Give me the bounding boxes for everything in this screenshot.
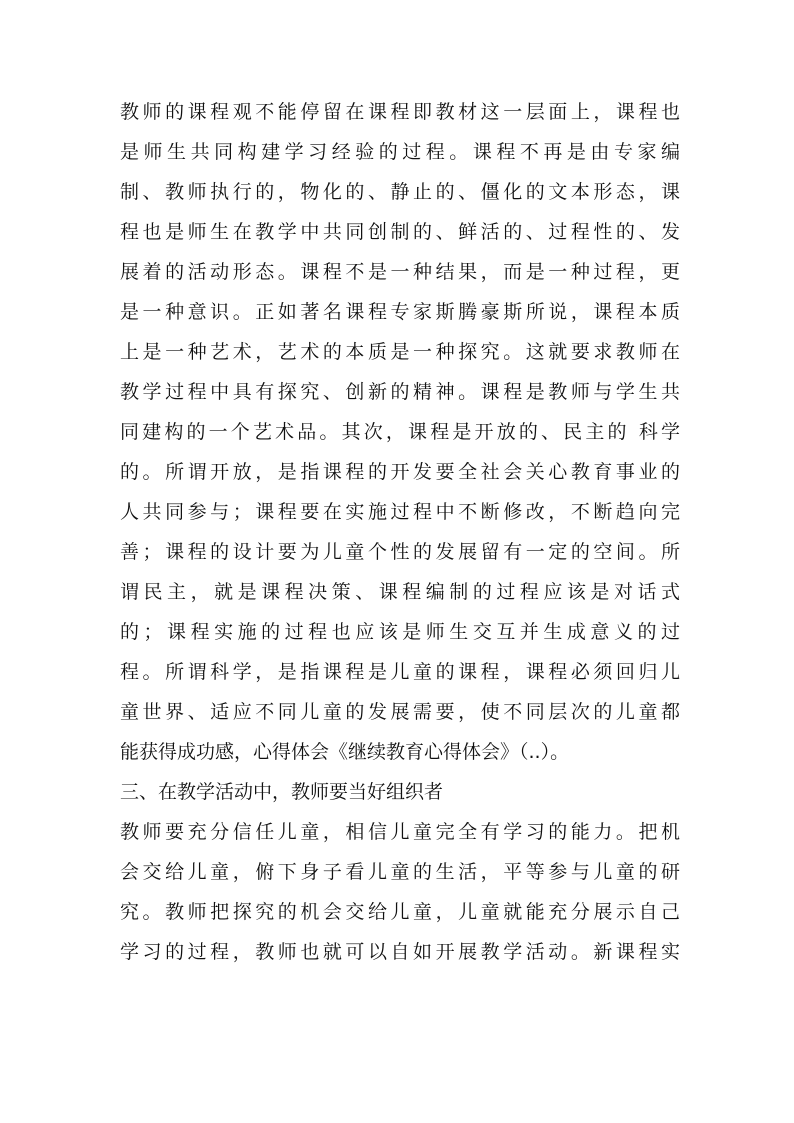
text-line: 究。教师把探究的机会交给儿童，儿童就能充分展示自己 [120,901,680,923]
text-line: 是师生共同构建学习经验的过程。课程不再是由专家编 [120,141,680,163]
text-line: 上是一种艺术，艺术的本质是一种探究。这就要求教师在 [120,341,680,363]
text-line: 会交给儿童，俯下身子看儿童的生活，平等参与儿童的研 [120,861,680,883]
text-line: 程也是师生在教学中共同创制的、鲜活的、过程性的、发 [120,221,680,243]
text-line: 是一种意识。正如著名课程专家斯腾豪斯所说，课程本质 [120,301,680,323]
text-line: 教师的课程观不能停留在课程即教材这一层面上，课程也 [120,101,680,123]
section-heading: 三、在教学活动中，教师要当好组织者 [120,781,444,803]
text-line: 人共同参与；课程要在实施过程中不断修改，不断趋向完 [120,501,680,523]
text-line: 教学过程中具有探究、创新的精神。课程是教师与学生共 [120,381,680,403]
text-line: 的；课程实施的过程也应该是师生交互并生成意义的过 [120,621,680,643]
text-line: 制、教师执行的，物化的、静止的、僵化的文本形态，课 [120,181,680,203]
text-line: 教师要充分信任儿童，相信儿童完全有学习的能力。把机 [120,821,680,843]
body-text [120,92,680,972]
text-line: 学习的过程，教师也就可以自如开展教学活动。新课程实 [120,941,680,963]
text-line: 善；课程的设计要为儿童个性的发展留有一定的空间。所 [120,541,680,563]
text-line: 能获得成功感，心得体会《继续教育心得体会》（..）。 [120,741,570,763]
text-line: 的。所谓开放，是指课程的开发要全社会关心教育事业的 [120,461,680,483]
text-line: 童世界、适应不同儿童的发展需要，使不同层次的儿童都 [120,701,680,723]
text-line: 程。所谓科学，是指课程是儿童的课程，课程必须回归儿 [120,661,680,683]
text-line: 同建构的一个艺术品。其次，课程是开放的、民主的 科学 [120,421,680,443]
text-line: 展着的活动形态。课程不是一种结果，而是一种过程，更 [120,261,680,283]
text-line: 谓民主，就是课程决策、课程编制的过程应该是对话式 [120,581,680,603]
